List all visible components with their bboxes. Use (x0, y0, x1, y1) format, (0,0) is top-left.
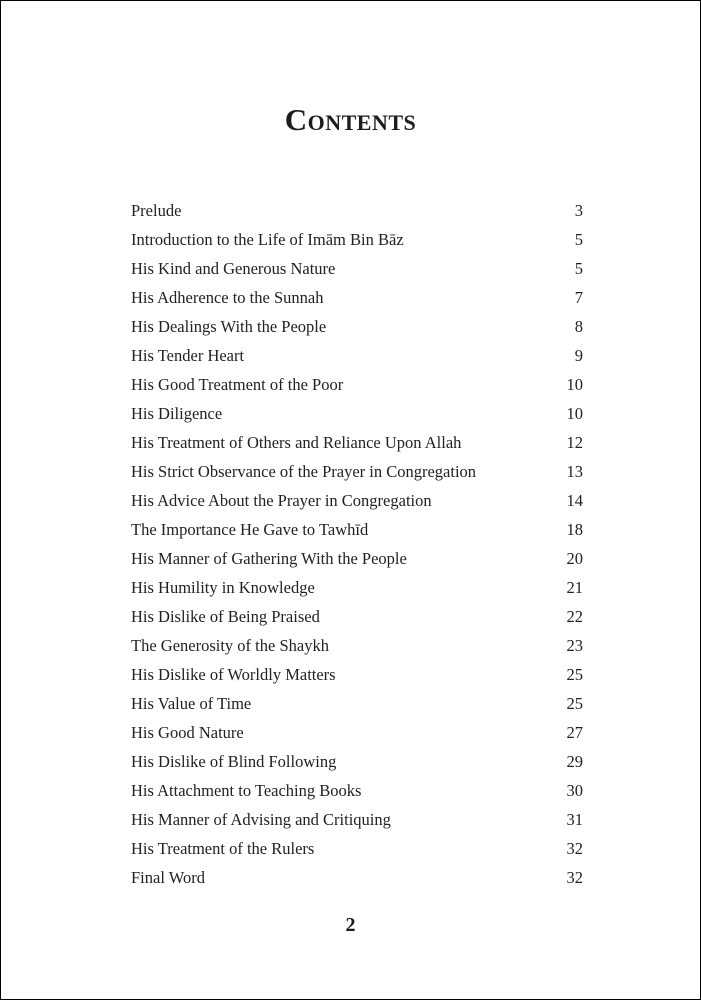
toc-entry-page: 13 (566, 462, 583, 481)
toc-entry-title: Prelude (131, 201, 182, 220)
toc-entry (131, 573, 583, 602)
toc-entry-title: His Value of Time (131, 694, 252, 713)
toc-entry (131, 689, 583, 718)
toc-entry-page: 10 (566, 375, 583, 394)
toc-entry-title: The Generosity of the Shaykh (131, 636, 329, 655)
toc-entry-title: His Attachment to Teaching Books (131, 781, 362, 800)
toc-entry (131, 776, 583, 805)
toc-entry-title: His Manner of Gathering With the People (131, 549, 407, 568)
toc-entry (131, 457, 583, 486)
toc-entry-page: 9 (574, 346, 583, 365)
toc-entry-page: 30 (566, 781, 583, 800)
toc-entry (131, 631, 583, 660)
toc-entry-page: 3 (574, 201, 583, 220)
toc-entry (131, 341, 583, 370)
toc-entry-page: 32 (566, 839, 583, 858)
page-number: 2 (345, 914, 356, 936)
toc-entry (131, 602, 583, 631)
toc-entry-page: 25 (566, 694, 583, 713)
toc-entry (131, 863, 583, 892)
toc-entry (131, 544, 583, 573)
toc-entry-title: His Advice About the Prayer in Congregation (131, 491, 432, 510)
table-of-contents (131, 196, 583, 892)
toc-entry-title: The Importance He Gave to Tawhīd (131, 520, 369, 539)
toc-entry-title: His Manner of Advising and Critiquing (131, 810, 391, 829)
toc-entry-title: His Good Nature (131, 723, 244, 742)
toc-entry-page: 10 (566, 404, 583, 423)
toc-entry (131, 225, 583, 254)
toc-entry-page: 31 (566, 810, 583, 829)
toc-entry (131, 718, 583, 747)
toc-entry-page: 8 (574, 317, 583, 336)
toc-entry-title: His Diligence (131, 404, 223, 423)
toc-entry-title: Final Word (131, 868, 205, 887)
toc-entry (131, 370, 583, 399)
toc-entry-title: His Dislike of Worldly Matters (131, 665, 336, 684)
toc-entry-page: 20 (566, 549, 583, 568)
toc-entry (131, 283, 583, 312)
page-title: Contents (284, 102, 417, 137)
toc-entry-page: 12 (566, 433, 583, 452)
toc-entry-title: His Dislike of Being Praised (131, 607, 320, 626)
toc-entry-title: His Good Treatment of the Poor (131, 375, 344, 394)
toc-entry-title: His Dislike of Blind Following (131, 752, 337, 771)
toc-entry-page: 29 (566, 752, 583, 771)
toc-entry-page: 32 (566, 868, 583, 887)
toc-entry-title: Introduction to the Life of Imām Bin Bāz (131, 230, 404, 249)
toc-entry (131, 805, 583, 834)
toc-entry (131, 515, 583, 544)
toc-entry-title: His Treatment of Others and Reliance Upon Allah (131, 433, 462, 452)
toc-entry-title: His Humility in Knowledge (131, 578, 315, 597)
toc-entry (131, 486, 583, 515)
toc-entry-page: 25 (566, 665, 583, 684)
toc-entry (131, 254, 583, 283)
toc-entry (131, 428, 583, 457)
toc-entry-page: 5 (574, 259, 583, 278)
toc-entry-page: 27 (566, 723, 583, 742)
toc-entry-title: His Tender Heart (131, 346, 245, 365)
toc-entry (131, 660, 583, 689)
toc-entry-title: His Treatment of the Rulers (131, 839, 315, 858)
toc-entry-page: 14 (566, 491, 583, 510)
toc-entry-page: 5 (574, 230, 583, 249)
toc-entry (131, 312, 583, 341)
toc-entry-page: 7 (574, 288, 583, 307)
toc-entry-page: 22 (566, 607, 583, 626)
toc-entry-title: His Strict Observance of the Prayer in Congregation (131, 462, 477, 481)
toc-entry-title: His Kind and Generous Nature (131, 259, 336, 278)
toc-entry (131, 747, 583, 776)
toc-entry-title: His Adherence to the Sunnah (131, 288, 324, 307)
toc-entry (131, 196, 583, 225)
toc-entry-page: 21 (566, 578, 583, 597)
toc-entry (131, 834, 583, 863)
toc-entry (131, 399, 583, 428)
toc-entry-page: 23 (566, 636, 583, 655)
toc-entry-page: 18 (566, 520, 583, 539)
toc-entry-title: His Dealings With the People (131, 317, 327, 336)
